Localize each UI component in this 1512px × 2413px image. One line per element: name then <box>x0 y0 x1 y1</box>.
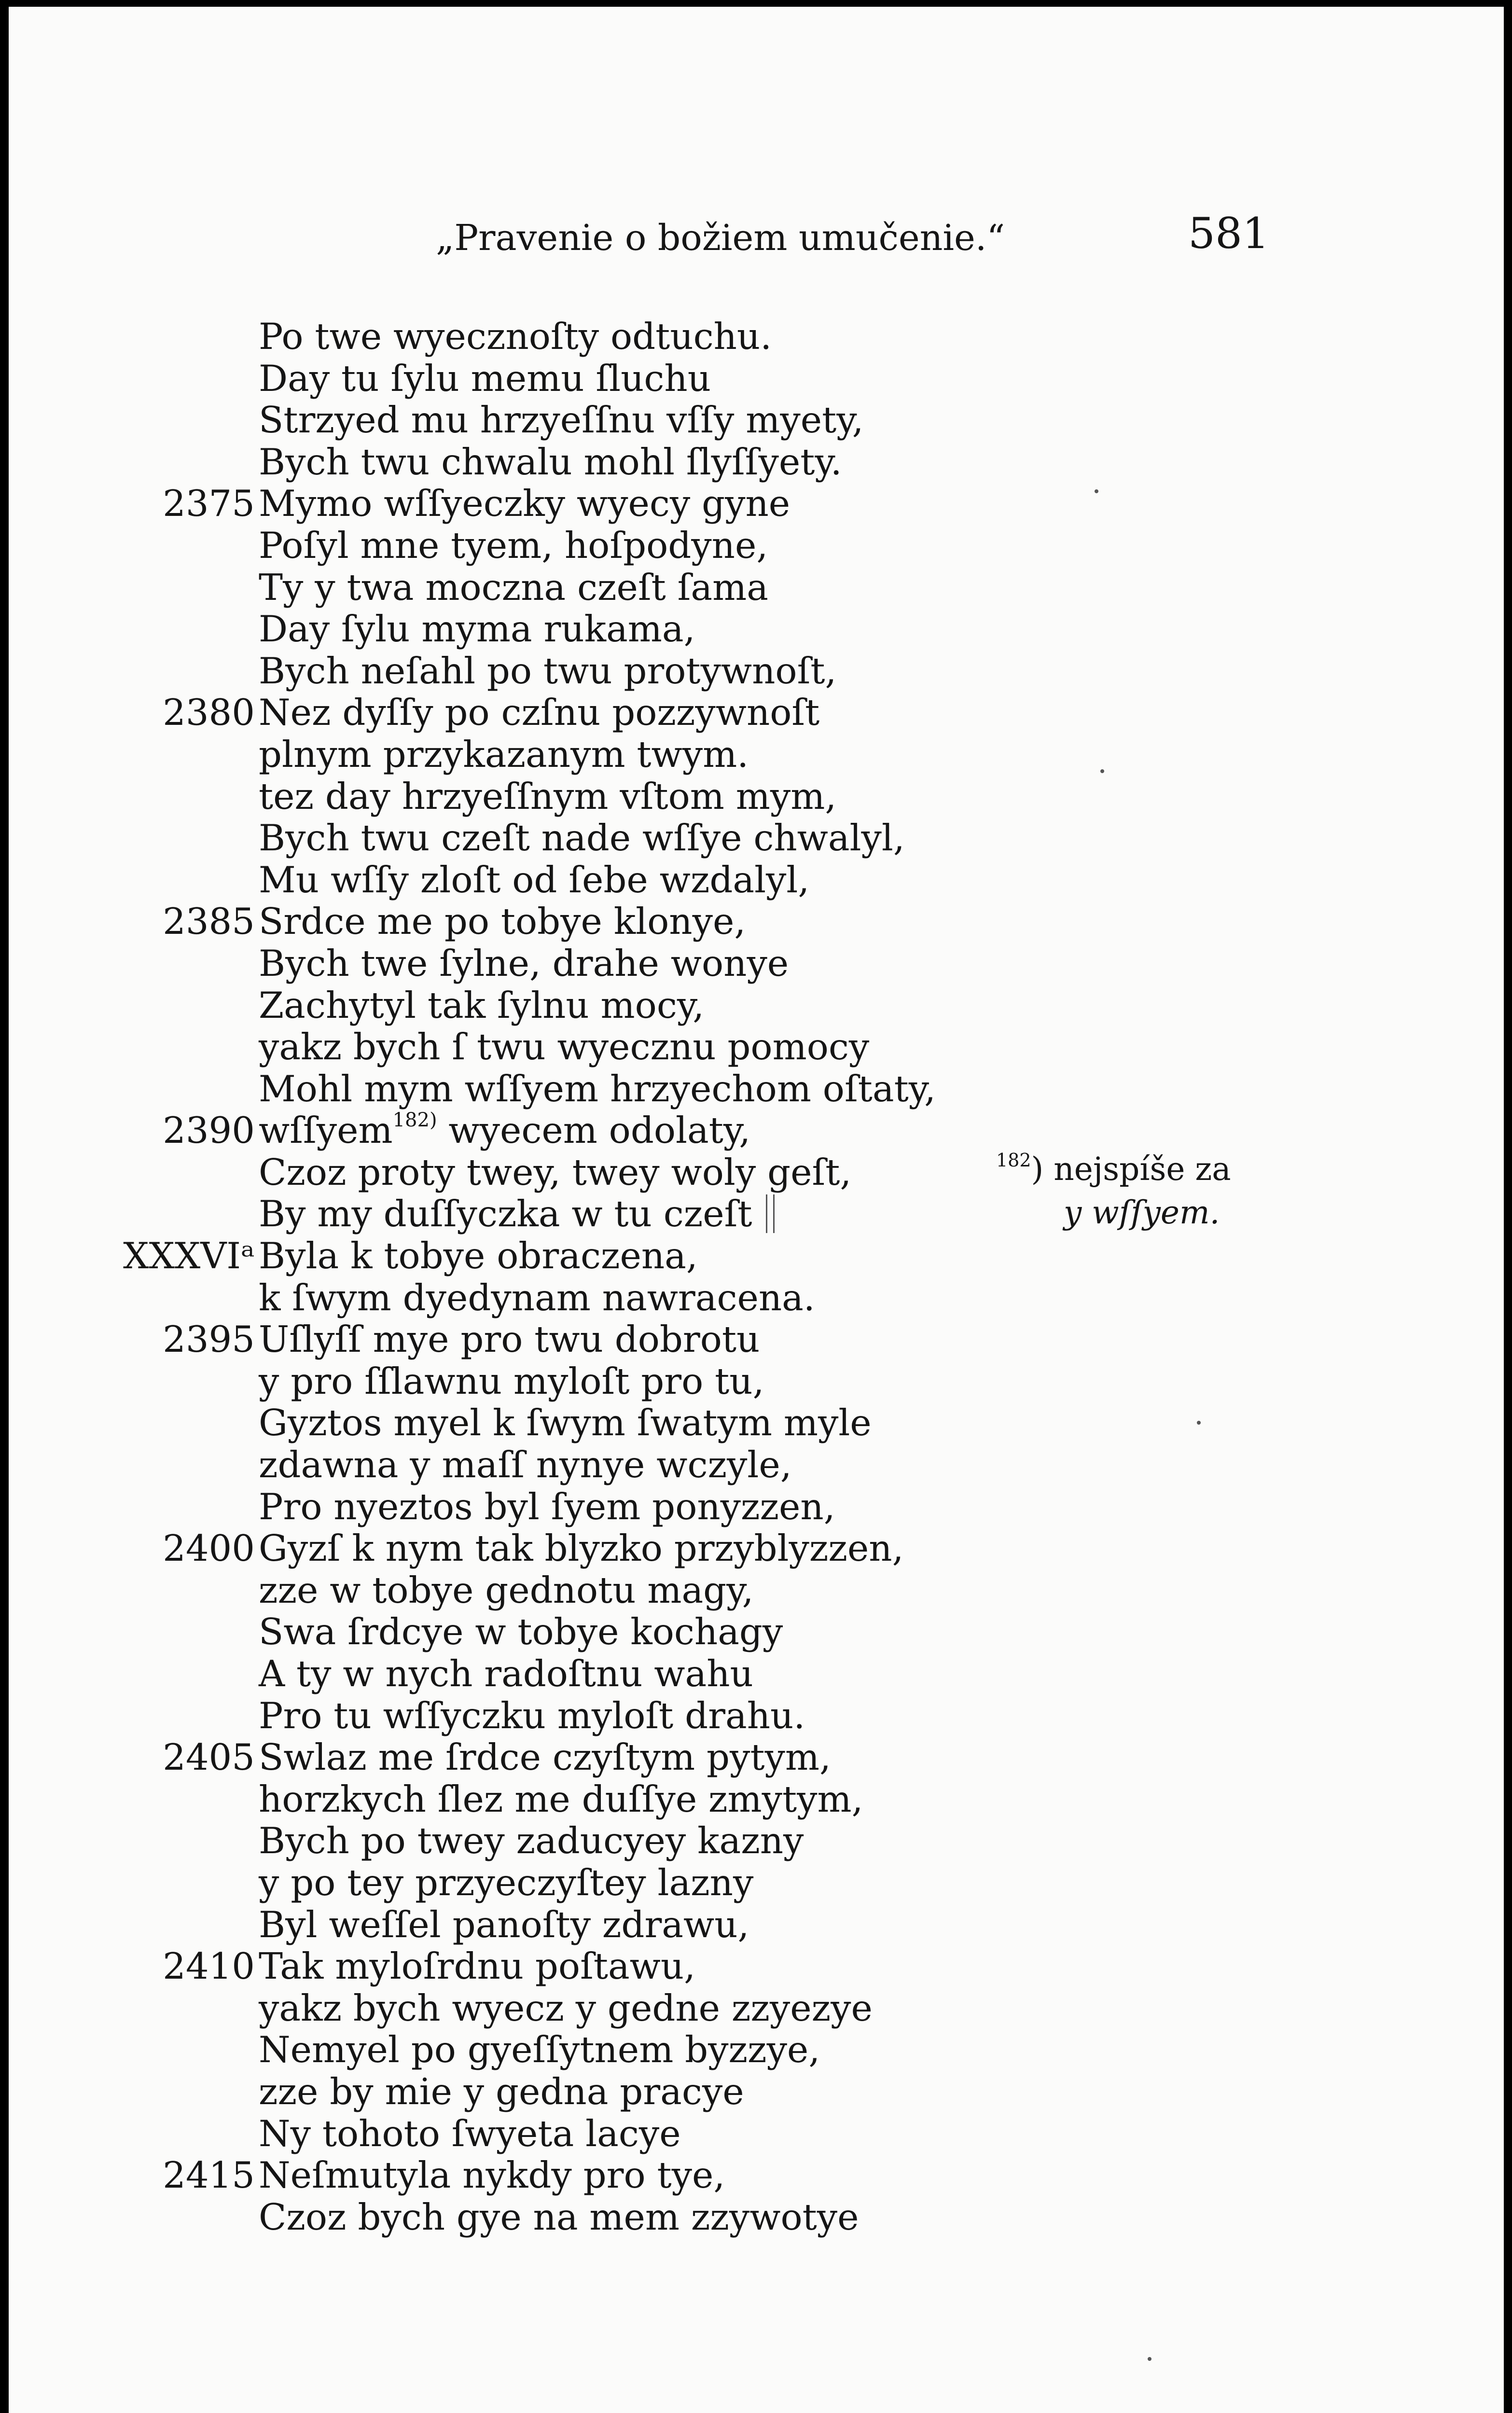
verse-text-main: Strzyed mu hrzyeſſnu vſſy myety, <box>259 399 864 442</box>
verse-line <box>9 1109 974 1151</box>
verse-line <box>9 567 974 609</box>
verse-text-main: Bych neſahl po twu protywnoſt, <box>259 649 837 692</box>
verse-line <box>9 1987 974 2029</box>
verse-text-main: Srdce me po tobye klonye, <box>259 900 746 943</box>
verse-text <box>259 2071 744 2113</box>
verse-text <box>259 1653 753 1695</box>
verse-line <box>9 1318 974 1360</box>
verse-line <box>9 985 974 1026</box>
verse-text <box>259 817 905 859</box>
verse-text <box>259 1904 749 1946</box>
verse-text-main: Swa ſrdcye w tobye kochagy <box>259 1610 783 1653</box>
verse-text <box>259 2196 859 2238</box>
verse-text <box>259 316 772 358</box>
verse-text-main: Czoz bych gye na mem zzywotye <box>259 2195 859 2238</box>
verse-text <box>259 441 842 483</box>
verse-text-main: Mymo wſſyeczky wyecy gyne <box>259 482 791 525</box>
verse-line <box>9 1235 974 1277</box>
verse-line <box>9 1444 974 1486</box>
verse-text-main: horzkych ſlez me duſſye zmytym, <box>259 1777 863 1820</box>
verse-line <box>9 1736 974 1778</box>
verse-line <box>9 1193 974 1235</box>
verse-line <box>9 399 974 441</box>
verse-line <box>9 1945 974 1987</box>
verse-text-main: Po twe wyecznoſty odtuchu. <box>259 315 772 358</box>
verse-text-main: yakz bych ſ twu wyecznu pomocy <box>259 1026 870 1068</box>
footnote-reference: 182) <box>392 1109 437 1132</box>
verse-text-main: yakz bych wyecz y gedne zzyezye <box>259 1986 873 2029</box>
verse-line <box>9 608 974 650</box>
verse-number: 2410 <box>163 1945 255 1988</box>
verse-text-main: zze by mie y gedna pracye <box>259 2070 744 2113</box>
verse-text-main: Mu wſſy zloſt od ſebe wzdalyl, <box>259 858 810 901</box>
verse-text <box>259 1193 775 1235</box>
verse-line <box>9 1820 974 1862</box>
verse-text-main: Nez dyſſy po czſnu pozzywnoſt <box>259 691 820 734</box>
verse-line <box>9 943 974 985</box>
verse-line <box>9 734 974 776</box>
verse-text-main: wſſyem <box>259 1109 393 1152</box>
verse-line <box>9 1611 974 1653</box>
verse-number: 2385 <box>163 900 255 943</box>
verse-line <box>9 483 974 525</box>
verse-text <box>259 1527 903 1569</box>
verse-text <box>259 1611 783 1653</box>
verse-text <box>259 1360 764 1402</box>
paper-speck <box>1148 2357 1151 2361</box>
verse-number: XXXVIᵃ <box>123 1234 255 1277</box>
verse-text-main: y po tey przyeczyſtey lazny <box>259 1861 754 1904</box>
verse-line <box>9 859 974 901</box>
verse-text-main: tez day hrzyeſſnym vſtom mym, <box>259 775 837 818</box>
verse-text <box>259 1068 936 1110</box>
page-number: 581 <box>1188 208 1269 258</box>
verse-line <box>9 1026 974 1068</box>
verse-line <box>9 441 974 483</box>
verse-text-main: Nemyel po gyeſſytnem byzzye, <box>259 2028 820 2071</box>
verse-text-main: Gyzſ k nym tak blyzko przyblyzzen, <box>259 1527 904 1570</box>
paper-speck <box>1197 1421 1201 1425</box>
footnote-line-1 <box>996 1148 1231 1191</box>
verse-line <box>9 1778 974 1820</box>
paper-speck <box>1100 769 1104 773</box>
verse-text <box>259 1736 831 1778</box>
verse-line <box>9 1527 974 1569</box>
verse-text <box>259 734 749 776</box>
verse-block <box>9 316 974 2238</box>
verse-line <box>9 1904 974 1946</box>
verse-number: 2395 <box>163 1318 255 1361</box>
verse-text-main: Bych twu chwalu mohl ſlyſſyety. <box>259 440 842 483</box>
verse-text-main: By my duſſyczka w tu czeſt <box>259 1193 752 1235</box>
verse-number: 2400 <box>163 1527 255 1570</box>
verse-text <box>259 358 711 400</box>
verse-line <box>9 1486 974 1528</box>
verse-text <box>259 650 836 692</box>
paper-speck <box>1095 489 1098 493</box>
verse-number: 2405 <box>163 1736 255 1779</box>
running-title: „Pravenie o božiem umučenie.“ <box>436 217 1005 259</box>
verse-text-main: Neſmutyla nykdy pro tye, <box>259 2154 725 2197</box>
verse-text-main: zdawna y maſſ nynye wczyle, <box>259 1443 792 1486</box>
verse-line <box>9 1151 974 1193</box>
verse-text <box>259 1987 873 2029</box>
verse-text-main: Ny tohoto ſwyeta lacye <box>259 2112 681 2155</box>
verse-line <box>9 525 974 567</box>
verse-text-main: plnym przykazanym twym. <box>259 733 749 776</box>
verse-line <box>9 1569 974 1611</box>
verse-text-main: Bych twu czeſt nade wſſye chwalyl, <box>259 817 905 860</box>
verse-text-main: k ſwym dyedynam nawracena. <box>259 1276 815 1319</box>
footnote-mark: 182 <box>996 1150 1031 1171</box>
verse-text-main: zze w tobye gednotu magy, <box>259 1568 754 1611</box>
folio-break-mark <box>766 1194 775 1233</box>
verse-text-main: Poſyl mne tyem, hoſpodyne, <box>259 524 768 567</box>
verse-text <box>259 608 695 650</box>
verse-line <box>9 1862 974 1904</box>
verse-line <box>9 901 974 943</box>
verse-line <box>9 2029 974 2071</box>
verse-text <box>259 1109 750 1151</box>
verse-text <box>259 1569 753 1611</box>
verse-text <box>259 1695 805 1737</box>
verse-text <box>259 776 836 818</box>
verse-text <box>259 1862 753 1904</box>
verse-text-main: Mohl mym wſſyem hrzyechom oſtaty, <box>259 1067 936 1110</box>
verse-line <box>9 650 974 692</box>
verse-text-main: Day tu ſylu memu ſluchu <box>259 357 711 400</box>
verse-text <box>259 1151 851 1193</box>
verse-text <box>259 483 790 525</box>
verse-text-main: Bych twe ſylne, drahe wonye <box>259 942 789 985</box>
verse-text-main: A ty w nych radoſtnu wahu <box>259 1652 753 1695</box>
footnote-line-2: y wſſyem. <box>1064 1194 1220 1231</box>
verse-line <box>9 692 974 734</box>
verse-text <box>259 692 819 734</box>
verse-text-main: Day ſylu myma rukama, <box>259 608 695 651</box>
verse-text <box>259 2113 681 2155</box>
verse-text <box>259 1486 835 1528</box>
verse-text <box>259 2029 820 2071</box>
verse-text-main: Bych po twey zaducyey kazny <box>259 1819 804 1862</box>
document-page <box>9 7 1504 2413</box>
verse-number: 2390 <box>163 1109 255 1152</box>
verse-text <box>259 943 789 985</box>
verse-number: 2415 <box>163 2154 255 2197</box>
verse-text-main: Czoz proty twey, twey woly geſt, <box>259 1151 852 1193</box>
verse-line <box>9 1402 974 1444</box>
verse-text-main: Pro tu wſſyczku myloſt drahu. <box>259 1694 805 1737</box>
verse-text-main: Tak myloſrdnu poſtawu, <box>259 1945 696 1988</box>
verse-text <box>259 1235 698 1277</box>
verse-text <box>259 985 704 1026</box>
verse-number: 2380 <box>163 691 255 734</box>
verse-text <box>259 1945 695 1987</box>
verse-line <box>9 2071 974 2113</box>
verse-line <box>9 2154 974 2196</box>
footnote <box>996 1148 1231 1234</box>
verse-text <box>259 1277 815 1319</box>
verse-text <box>259 901 746 943</box>
verse-text <box>259 859 809 901</box>
verse-text <box>259 2154 725 2196</box>
verse-number: 2375 <box>163 482 255 525</box>
verse-text-main: Gyztos myel k ſwym ſwatym myle <box>259 1401 872 1444</box>
verse-line <box>9 1068 974 1110</box>
verse-text-main: Byla k tobye obraczena, <box>259 1234 698 1277</box>
verse-line <box>9 1695 974 1737</box>
verse-text-main: Uſlyſſ mye pro twu dobrotu <box>259 1318 760 1361</box>
verse-text <box>259 525 768 567</box>
verse-text <box>259 1318 760 1360</box>
verse-line <box>9 776 974 818</box>
verse-line <box>9 1360 974 1402</box>
verse-text-main: Swlaz me ſrdce czyſtym pytym, <box>259 1736 831 1779</box>
verse-text <box>259 1402 872 1444</box>
verse-text <box>259 1026 869 1068</box>
footnote-text: ) nejspíše za <box>1031 1151 1231 1188</box>
verse-text <box>259 1444 792 1486</box>
verse-line <box>9 2196 974 2238</box>
verse-line <box>9 316 974 358</box>
verse-line <box>9 1653 974 1695</box>
verse-text <box>259 1778 863 1820</box>
verse-text-main: Pro nyeztos byl ſyem ponyzzen, <box>259 1485 835 1528</box>
verse-text-continuation: wyecem odolaty, <box>437 1109 751 1152</box>
verse-line <box>9 1277 974 1319</box>
verse-text <box>259 1820 804 1862</box>
verse-text-main: y pro ſſlawnu myloſt pro tu, <box>259 1359 764 1402</box>
verse-line <box>9 2113 974 2155</box>
verse-line <box>9 358 974 400</box>
verse-text-main: Zachytyl tak ſylnu mocy, <box>259 984 705 1026</box>
verse-text-main: Byl weſſel panoſty zdrawu, <box>259 1903 749 1946</box>
verse-text <box>259 567 768 609</box>
verse-text-main: Ty y twa moczna czeſt ſama <box>259 566 768 609</box>
verse-text <box>259 399 864 441</box>
verse-line <box>9 817 974 859</box>
